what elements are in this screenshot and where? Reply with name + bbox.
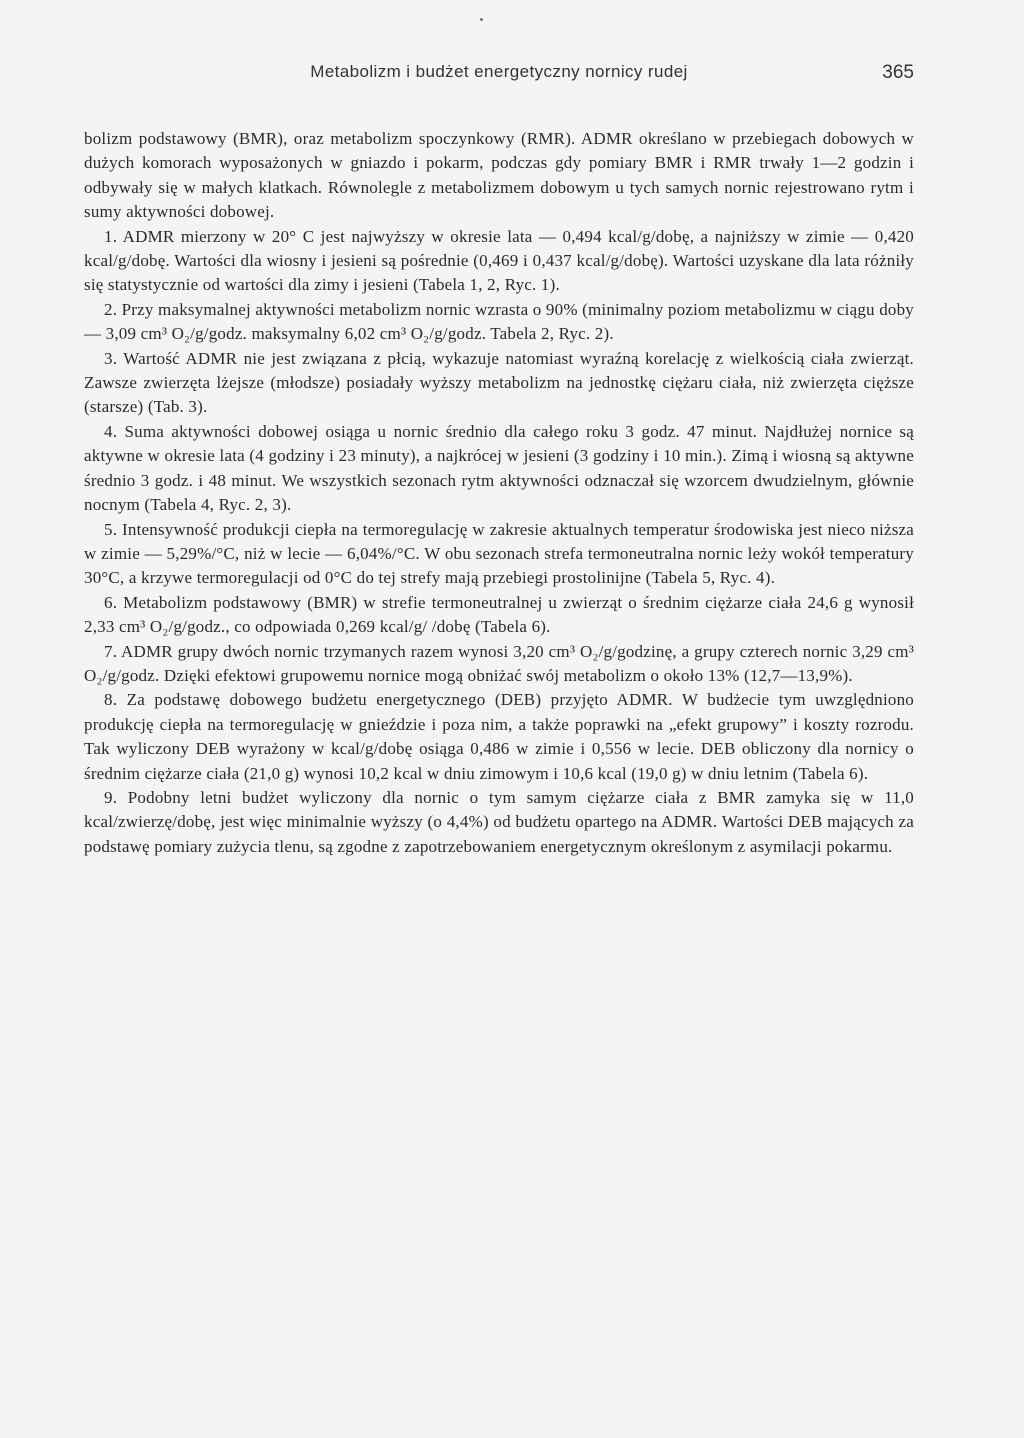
paragraph-6: 6. Metabolizm podstawowy (BMR) w strefie termoneutralnej u zwierząt o średnim ciężarze ciała 24,6 g wynosił 2,33 cm³ O₂/g/godz., co odpowiada 0,269 kcal/g/ /dobę (Tabela 6). xyxy=(84,592,914,637)
page-number: 365 xyxy=(882,62,914,83)
paragraph-8: 8. Za podstawę dobowego budżetu energetycznego (DEB) przyjęto ADMR. W budżecie tym uwzględniono produkcję ciepła na termoregulację w gnieździe i poza nim, a także poprawki na „efekt grupowy” i koszty rozrodu. Tak wyliczony DEB wyrażony w kcal/g/dobę osiąga 0,486 w zimie i 0,556 w lecie. DEB obliczony dla nornicy o średnim ciężarze ciała (21,0 g) wynosi 10,2 kcal w dniu zimowym i 10,6 kcal (19,0 g) w dniu letnim (Tabela 6). xyxy=(84,690,914,783)
paragraph-1: 1. ADMR mierzony w 20° C jest najwyższy w okresie lata — 0,494 kcal/g/dobę, a najniższy w zimie — 0,420 kcal/g/dobę. Wartości dla wiosny i jesieni są pośrednie (0,469 i 0,437 kcal/g/dobę). Wartości uzyskane dla lata różniły się statystycznie od wartości dla zimy i jesieni (Tabela 1, 2, Ryc. 1). xyxy=(84,226,914,295)
paragraph-4: 4. Suma aktywności dobowej osiąga u nornic średnio dla całego roku 3 godz. 47 minut. Najdłużej nornice są aktywne w okresie lata (4 godziny i 23 minuty), a najkrócej w jesieni (3 godziny i 10 min.). Zimą i wiosną są aktywne średnio 3 godz. i 48 minut. We wszystkich sezonach rytm aktywności odznaczał się wzorcem dwudzielnym, głównie nocnym (Tabela 4, Ryc. 2, 3). xyxy=(84,421,914,515)
paragraph-7: 7. ADMR grupy dwóch nornic trzymanych razem wynosi 3,20 cm³ O₂/g/godzinę, a grupy czterech nornic 3,29 cm³ O₂/g/godz. Dzięki efektowi grupowemu nornice mogą obniżać swój metabolizm o około 13% (12,7—13,9%). xyxy=(84,641,914,685)
paragraph-5: 5. Intensywność produkcji ciepła na termoregulację w zakresie aktualnych temperatur środowiska jest nieco niższa w zimie — 5,29%/°C, niż w lecie — 6,04%/°C. W obu sezonach strefa termoneutralna nornic leży wokół temperatury 30°C, a krzywe termoregulacji od 0°C do tej strefy mają przebiegi prostolinijne (Tabela 5, Ryc. 4). xyxy=(84,519,914,588)
paragraph-intro: bolizm podstawowy (BMR), oraz metabolizm spoczynkowy (RMR). ADMR określano w przebiegach dobowych w dużych komorach wyposażonych w gniazdo i pokarm, podczas gdy pomiary BMR i RMR trwały 1—2 godzin i odbywały się w małych klatkach. Równolegle z metabolizmem dobowym u tych samych nornic rejestrowano rytm i sumy aktywności dobowej. xyxy=(84,129,914,222)
paragraph-3: 3. Wartość ADMR nie jest związana z płcią, wykazuje natomiast wyraźną korelację z wielkością ciała zwierząt. Zawsze zwierzęta lżejsze (młodsze) posiadały wyższy metabolizm na jednostkę ciężaru ciała, niż zwierzęta cięższe (starsze) (Tab. 3). xyxy=(84,348,914,417)
paragraph-9: 9. Podobny letni budżet wyliczony dla nornic o tym samym ciężarze ciała z BMR zamyka się w 11,0 kcal/zwierzę/dobę, jest więc minimalnie wyższy (o 4,4%) od budżetu opartego na ADMR. Wartości DEB mających za podstawę pomiary zużycia tlenu, są zgodne z zapotrzebowaniem energetycznym określonym z asymilacji pokarmu. xyxy=(84,787,914,856)
scan-speck xyxy=(480,18,483,21)
running-title: Metabolizm i budżet energetyczny nornicy rudej xyxy=(310,62,688,81)
body-text xyxy=(84,127,914,859)
running-header xyxy=(84,62,914,88)
paragraph-2: 2. Przy maksymalnej aktywności metabolizm nornic wzrasta o 90% (minimalny poziom metabolizmu w ciągu doby — 3,09 cm³ O₂/g/godz. maksymalny 6,02 cm³ O₂/g/godz. Tabela 2, Ryc. 2). xyxy=(84,299,914,344)
